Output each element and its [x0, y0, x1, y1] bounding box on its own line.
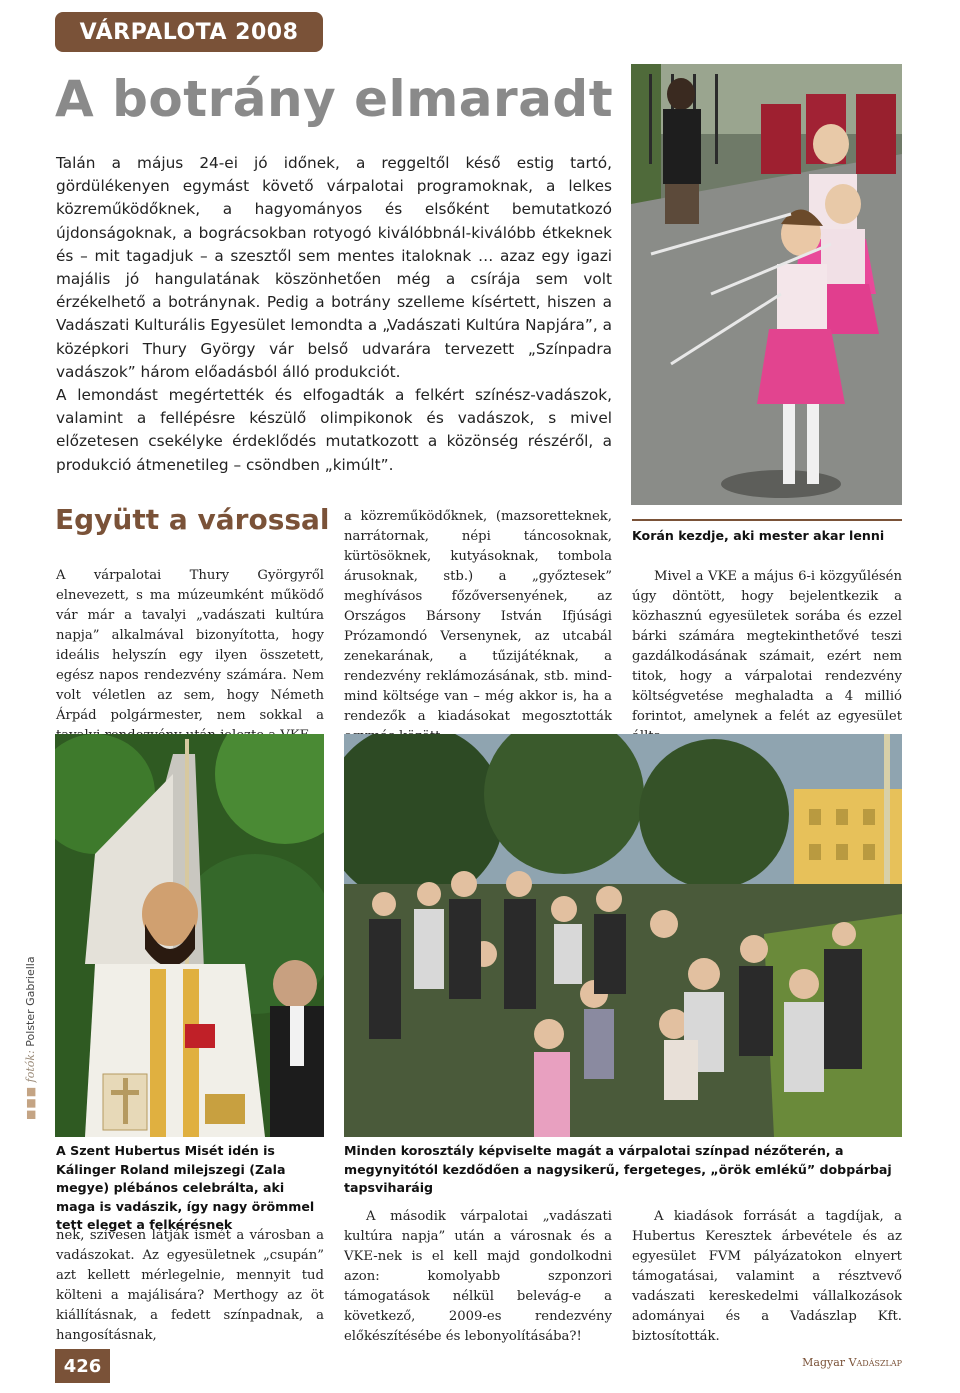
col1-top-text [56, 566, 324, 746]
col2-top-text [344, 507, 612, 747]
lead-paragraph-1: Talán a május 24-ei jó időnek, a reggeltől késő estig tartó, gördülékenyen egymást követő várpalotai programoknak, a lelkes közreműködőknek, a hagyományos és elsőként bemutatkozó újdonságoknak, a bográcsokban rotyogó kiválóbbnál-kiválóbb étkeknek és – mit tagadjuk – a szesztől sem mentes italoknak … azaz egy igazi majális jó hangulatának köszönhetően még a csírája sem volt érzékelhető a botránynak. Pedig a botrány szelleme kísértett, hiszen a Vadászati Kulturális Egyesület lemondta a „Vadászati Kultúra Napjára”, a középkori Thury György vár belső udvarára tervezett „Színpadra vadászok” három előadásból álló produkciót. [56, 154, 612, 381]
lead-paragraph-2: A lemondást megértették és elfogadták a felkért színész-vadászok, valamint a fellépésre készülő olimpikonok és vadászok, s mivel előzetesen csekélyke érdeklődés mutatkozott a közönség részéről, a produkció átmenetileg – csöndben „kimúlt”. [56, 386, 612, 474]
crowd-photo [344, 734, 902, 1137]
section-badge [55, 12, 323, 52]
sidebox-paragraph: Mivel a VKE a május 6-i közgyűlésén úgy döntött, hogy bejelentkezik a közhasznú egyesületek sorába és ezzel bárki számára megtekinthetővé teszi gazdálkodásának számait, ezért nem titok, hogy a várpalotai rendezvény költségvetése meghaladta a 4 millió forintot, amelynek a felét az egyesület [632, 569, 902, 724]
col1-top-paragraph: A várpalotai Thury Györgyről elnevezett, s ma múzeumként működő vár már a tavalyi „vadászati kultúra napja” alkalmával bizonyította, hogy ideális helyszín egy ilyen összetett, egész napos rendezvény számára. Nem volt véletlen az sem, hogy Németh Árpád polgármester, nem sokkal a [56, 568, 324, 723]
section-badge-text: VÁRPALOTA 2008 [79, 19, 299, 45]
photo-credit [24, 956, 37, 1120]
lead-text [56, 152, 612, 477]
majorettes-photo [631, 64, 902, 505]
col3-bottom-text [632, 1207, 902, 1347]
headline: A botrány elmaradt [55, 70, 614, 128]
sidebox-rule [632, 519, 902, 521]
col2-top-paragraph: a közreműködőknek, (mazsoretteknek, narrátornak, népi táncosoknak, kürtösöknek, kutyásoknak, tombola árusoknak, stb.) a „győztesek” meghívásos főzőversenyének, az Országos Bársony István Ifjúsági Prózamondó Versenynek, az utcabál zenekarának, a tűzijátéknak, a rendezvény reklámozásának, stb. mind-mind költsége van – még akkor is, ha a rendezők a kiadásokat megosztották [344, 509, 612, 724]
credit-dots: ■■■ [24, 1085, 37, 1120]
col1-bottom-text [56, 1226, 324, 1346]
priest-illustration [55, 734, 324, 1137]
credit-name: Polster Gabriella [24, 956, 37, 1047]
credit-label: fotók: [24, 1050, 37, 1083]
subhead: Együtt a várossal [55, 503, 330, 536]
priest-caption: A Szent Hubertus Misét idén is Kálinger Roland milejszegi (Zala megye) plébános celebrálta, aki maga is vadászik, így nagy örömmel tett eleget a felkérésnek [56, 1143, 315, 1232]
magazine-name [760, 1356, 902, 1369]
crowd-caption: Minden korosztály képviselte magát a várpalotai színpad nézőterén, a megynyitótól kezdődően a nagysikerű, fergeteges, „örök emlékű” dobpárbaj tapsviharáig [344, 1143, 892, 1195]
page-number [55, 1349, 110, 1383]
crowd-illustration [344, 734, 902, 1137]
page-number-text: 426 [63, 1355, 102, 1377]
col2-bottom-text [344, 1207, 612, 1347]
majorettes-illustration [631, 64, 902, 505]
sidebox-title: Korán kezdje, aki mester akar lenni [632, 528, 885, 543]
col1-bottom-paragraph: nek, szívesen látják ismét a városban a vadászokat. Az egyesületnek „csupán” azt kellett mérlegelnie, mennyit tud költeni a majálisára? Merthogy az öt kiállításnak, a fedett színpadnak, a hangosításnak, [56, 1228, 324, 1343]
magazine-name-b: Vadászlap [848, 1356, 902, 1369]
priest-photo [55, 734, 324, 1137]
sidebox-text [632, 567, 902, 747]
magazine-name-a: Magyar [802, 1356, 846, 1369]
col2-bottom-paragraph: A második várpalotai „vadászati kultúra napja” után a városnak és a VKE-nek is el kell majd gondolkodni azon: komolyabb szponzori támogatások nélkül belevág-e a következő, 2009-es rendezvény előkészítésébe és lebonyolításába?! [344, 1209, 612, 1344]
col3-bottom-paragraph: A kiadások forrását a tagdíjak, a Hubertus Keresztek árbevétele és az egyesület FVM pályázatokon elnyert támogatásai, valamint a résztvevő vadászati kereskedelmi vállalkozások adományai és a Vadászlap Kft. biztosították. [632, 1209, 902, 1344]
